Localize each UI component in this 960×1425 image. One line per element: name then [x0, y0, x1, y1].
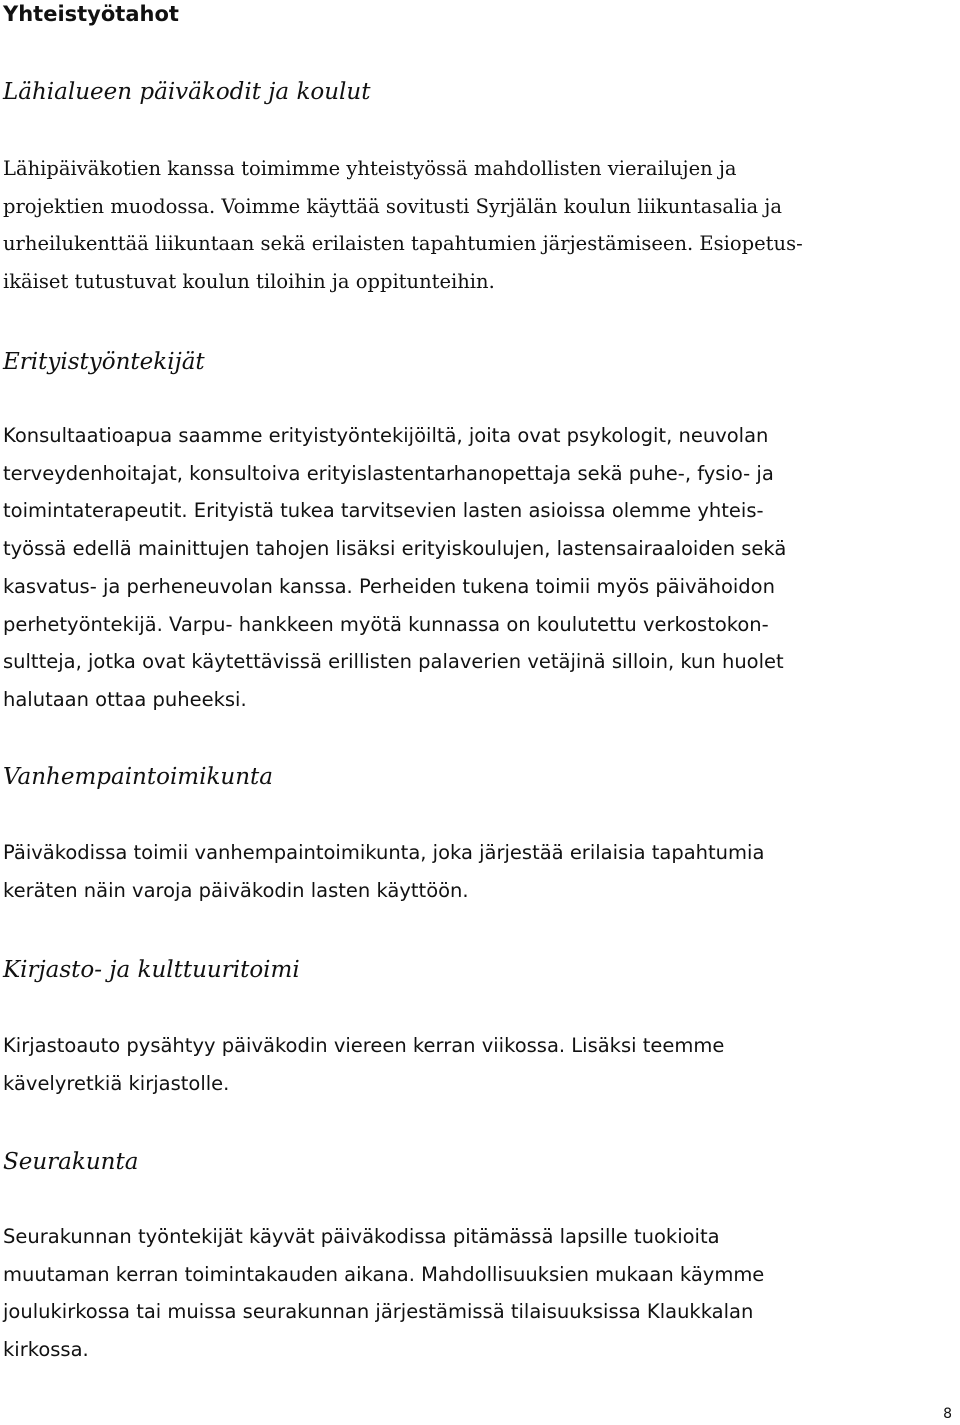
text-line: muutaman kerran toimintakauden aikana. Mahdollisuuksien mukaan käymme — [3, 1262, 765, 1286]
text-line: Lähipäiväkotien kanssa toimimme yhteistyössä mahdollisten vierailujen ja — [3, 157, 737, 180]
section-body-parents-committee — [3, 834, 764, 909]
text-line: kasvatus- ja perheneuvolan kanssa. Perheiden tukena toimii myös päivähoidon — [3, 574, 775, 598]
section-heading-parents-committee: Vanhempaintoimikunta — [3, 764, 273, 790]
text-line: kävelyretkiä kirjastolle. — [3, 1071, 230, 1095]
text-line: Konsultaatioapua saamme erityistyöntekijöiltä, joita ovat psykologit, neuvolan — [3, 424, 769, 447]
section-heading-library: Kirjasto- ja kulttuuritoimi — [3, 957, 300, 983]
text-line: sultteja, jotka ovat käytettävissä erillisten palaverien vetäjinä silloin, kun huolet — [3, 650, 784, 674]
section-body-specialists — [3, 417, 786, 719]
text-line: Kirjastoauto pysähtyy päiväkodin viereen kerran viikossa. Lisäksi teemme — [3, 1034, 725, 1057]
section-heading-specialists: Erityistyöntekijät — [3, 349, 205, 375]
page-title: Yhteistyötahot — [3, 2, 179, 26]
text-line: terveydenhoitajat, konsultoiva erityislastentarhanopettaja sekä puhe-, fysio- ja — [3, 461, 774, 485]
text-line: toimintaterapeutit. Erityistä tukea tarvitsevien lasten asioissa olemme yhteis- — [3, 499, 764, 523]
text-line: joulukirkossa tai muissa seurakunnan järjestämissä tilaisuuksissa Klaukkalan — [3, 1300, 754, 1324]
text-line: ikäiset tutustuvat koulun tiloihin ja oppitunteihin. — [3, 270, 495, 294]
section-body-schools — [3, 150, 803, 301]
page-number: 8 — [943, 1406, 952, 1422]
text-line: keräten näin varoja päiväkodin lasten käyttöön. — [3, 878, 469, 902]
text-line: perhetyöntekijä. Varpu- hankkeen myötä kunnassa on koulutettu verkostokon- — [3, 612, 769, 636]
section-heading-schools: Lähialueen päiväkodit ja koulut — [3, 79, 371, 105]
text-line: urheilukenttää liikuntaan sekä erilaisten tapahtumien järjestämiseen. Esiopetus- — [3, 232, 803, 256]
text-line: kirkossa. — [3, 1338, 89, 1362]
section-body-library — [3, 1027, 724, 1102]
text-line: projektien muodossa. Voimme käyttää sovitusti Syrjälän koulun liikuntasalia ja — [3, 194, 782, 218]
text-line: työssä edellä mainittujen tahojen lisäksi erityiskoulujen, lastensairaaloiden sekä — [3, 537, 787, 561]
text-line: Seurakunnan työntekijät käyvät päiväkodissa pitämässä lapsille tuokioita — [3, 1225, 720, 1248]
text-line: Päiväkodissa toimii vanhempaintoimikunta, joka järjestää erilaisia tapahtumia — [3, 841, 765, 864]
section-heading-parish: Seurakunta — [3, 1149, 139, 1175]
text-line: halutaan ottaa puheeksi. — [3, 687, 247, 711]
section-body-parish — [3, 1218, 764, 1369]
